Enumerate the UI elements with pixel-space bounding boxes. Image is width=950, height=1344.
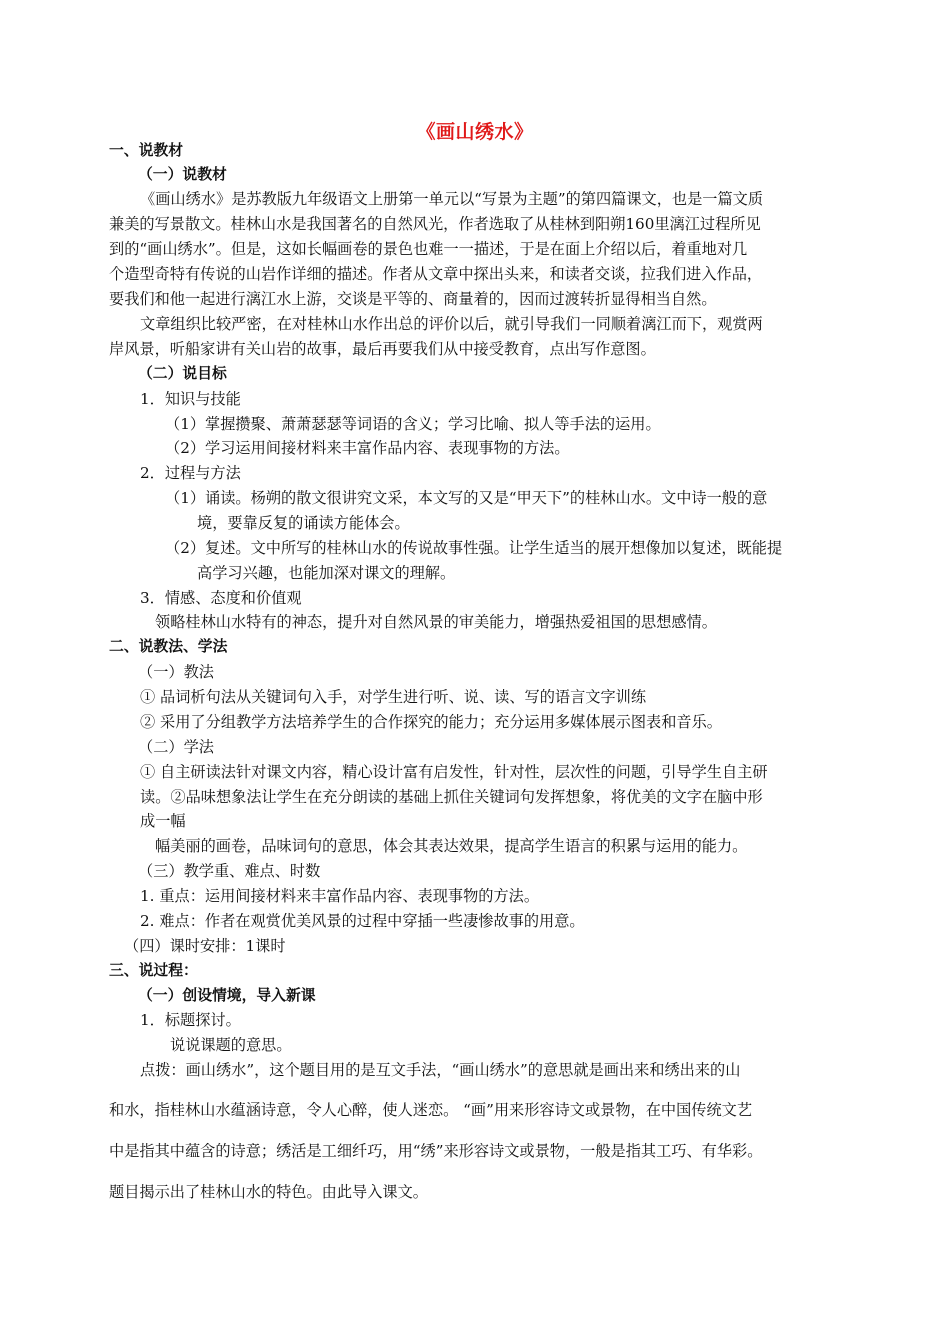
paragraph-line: 中是指其中蕴含的诗意；绣活是工细纤巧，用“绣”来形容诗文或景物，一般是指其工巧、有华彩。: [109, 1142, 763, 1160]
subsection-heading: （一）教法: [138, 663, 214, 681]
list-item-continuation: 境，要靠反复的诵读方能体会。: [197, 514, 410, 532]
subsection-heading: （四）课时安排：1课时: [124, 937, 286, 955]
list-item: （1）诵读。杨朔的散文很讲究文采，本文写的又是“甲天下”的桂林山水。文中诗一般的意: [165, 489, 768, 507]
list-item: （2）复述。文中所写的桂林山水的传说故事性强。让学生适当的展开想像加以复述，既能提: [165, 539, 783, 557]
paragraph-line: 个造型奇特有传说的山岩作详细的描述。作者从文章中探出头来，和读者交谈，拉我们进入作品，: [109, 265, 763, 283]
paragraph-line: 到的“画山绣水”。但是，这如长幅画卷的景色也难一一描述，于是在面上介绍以后，着重地对几: [109, 240, 748, 258]
paragraph-line: 兼美的写景散文。桂林山水是我国著名的自然风光，作者选取了从桂林到阳朔160里漓江过程所见: [109, 215, 761, 233]
paragraph-line: 幅美丽的画卷，品味词句的意思，体会其表达效果，提高学生语言的积累与运用的能力。: [155, 837, 748, 855]
list-item: 3．情感、态度和价值观: [140, 589, 302, 607]
subsection-heading: （一）创设情境，导入新课: [138, 987, 316, 1004]
paragraph-line: 要我们和他一起进行漓江水上游，交谈是平等的、商量着的，因而过渡转折显得相当自然。: [109, 290, 717, 308]
list-item-continuation: 高学习兴趣，也能加深对课文的理解。: [197, 564, 456, 582]
paragraph-line: 成一幅: [140, 812, 186, 830]
section-heading-2: 二、说教法、学法: [109, 638, 228, 655]
section-heading-1: 一、说教材: [109, 142, 183, 159]
list-item: （1）掌握攒聚、萧萧瑟瑟等词语的含义；学习比喻、拟人等手法的运用。: [165, 415, 661, 433]
paragraph-line: 说说课题的意思。: [170, 1036, 292, 1054]
list-item: ② 采用了分组教学方法培养学生的合作探究的能力；充分运用多媒体展示图表和音乐。: [140, 713, 722, 731]
paragraph-line: 题目揭示出了桂林山水的特色。由此导入课文。: [109, 1183, 428, 1201]
paragraph-line: 文章组织比较严密，在对桂林山水作出总的评价以后，就引导我们一同顺着漓江而下，观赏两: [140, 315, 763, 333]
list-item: 2．过程与方法: [140, 464, 241, 482]
subsection-heading: （一）说教材: [138, 166, 227, 183]
paragraph-line: ① 自主研读法针对课文内容，精心设计富有启发性，针对性，层次性的问题，引导学生自主研: [140, 763, 768, 781]
list-item: 1．标题探讨。: [140, 1011, 241, 1029]
paragraph-line: 领略桂林山水特有的神态，提升对自然风景的审美能力，增强热爱祖国的思想感情。: [155, 613, 717, 631]
section-heading-3: 三、说过程：: [109, 962, 198, 979]
subsection-heading: （三）教学重、难点、时数: [138, 862, 321, 880]
paragraph-line: 读。②品味想象法让学生在充分朗读的基础上抓住关键词句发挥想象，将优美的文字在脑中形: [140, 788, 763, 806]
paragraph-line: 岸风景，听船家讲有关山岩的故事，最后再要我们从中接受教育，点出写作意图。: [109, 340, 656, 358]
list-item: （2）学习运用间接材料来丰富作品内容、表现事物的方法。: [165, 439, 570, 457]
paragraph-line: 点拨：画山绣水”，这个题目用的是互文手法，“画山绣水”的意思就是画出来和绣出来的山: [140, 1061, 741, 1079]
list-item: 2. 难点：作者在观赏优美风景的过程中穿插一些凄惨故事的用意。: [140, 912, 585, 930]
subsection-heading: （二）学法: [138, 738, 214, 756]
paragraph-line: 和水，指桂林山水蕴涵诗意，令人心醉，使人迷恋。 “画”用来形容诗文或景物，在中国传统文艺: [109, 1101, 753, 1119]
subsection-heading: （二）说目标: [138, 365, 227, 382]
paragraph-line: 《画山绣水》是苏教版九年级语文上册第一单元以“写景为主题”的第四篇课文，也是一篇文质: [140, 190, 764, 208]
list-item: 1．知识与技能: [140, 390, 241, 408]
list-item: 1. 重点：运用间接材料来丰富作品内容、表现事物的方法。: [140, 887, 540, 905]
list-item: ① 品词析句法从关键词句入手，对学生进行听、说、读、写的语言文字训练: [140, 688, 647, 706]
document-title: 《画山绣水》: [416, 121, 534, 143]
